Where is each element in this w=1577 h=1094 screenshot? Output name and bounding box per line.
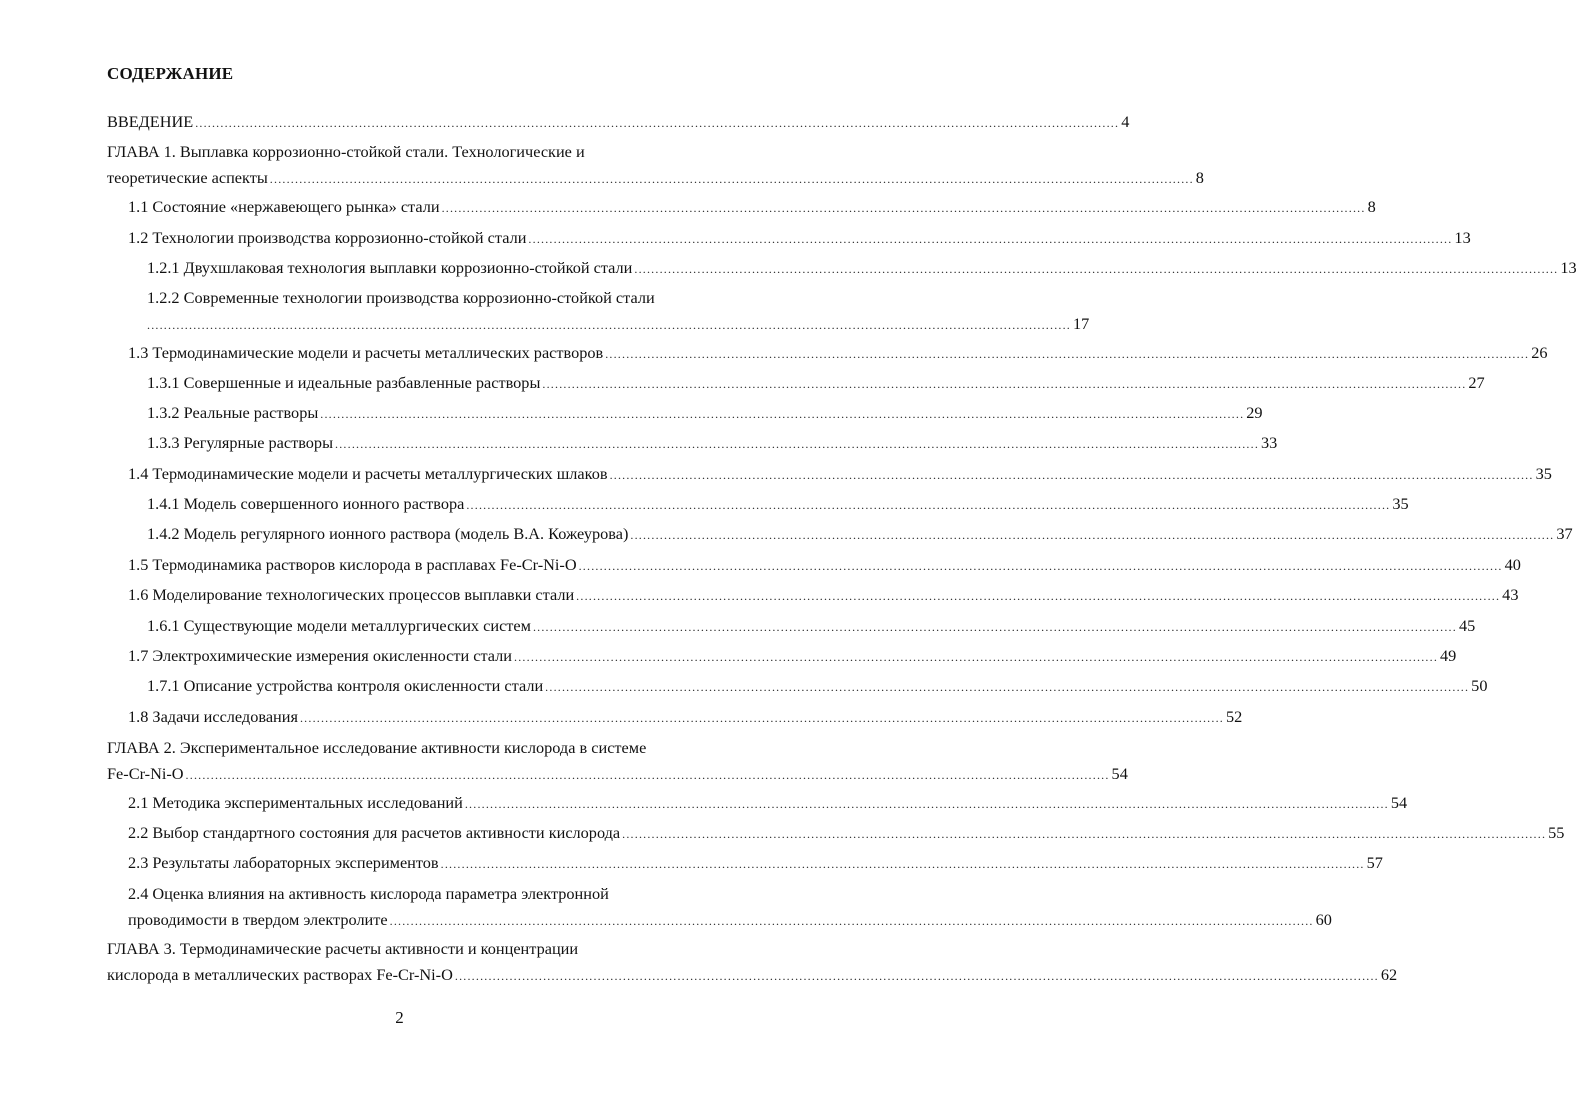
toc-entry-1-3-1[interactable] [147, 373, 1485, 394]
dot-leader: ............................................................................................................................................................................................................................ [320, 407, 1245, 421]
toc-entry-label: 2.2 Выбор стандартного состояния для расчетов активности кислорода [128, 823, 621, 842]
toc-entry-2-3[interactable] [128, 853, 1383, 874]
toc-entry-label: 1.2.1 Двухшлаковая технология выплавки коррозионно-стойкой стали [147, 258, 633, 277]
toc-entry-page: 13 [1454, 228, 1471, 247]
toc-entry-1-5[interactable] [128, 555, 1521, 576]
toc-entry-label: 1.6 Моделирование технологических процессов выплавки стали [128, 585, 575, 604]
dot-leader: ............................................................................................................................................................................................................................ [389, 914, 1314, 928]
toc-entry-page: 55 [1548, 823, 1565, 842]
dot-leader: ............................................................................................................................................................................................................................ [441, 201, 1366, 215]
dot-leader: ............................................................................................................................................................................................................................ [605, 347, 1530, 361]
dot-leader: ............................................................................................................................................................................................................................ [576, 589, 1501, 603]
toc-entry-chapter-3[interactable] [107, 939, 1398, 986]
toc-entry-label: 1.4.2 Модель регулярного ионного раствора (модель В.А. Кожеурова) [147, 524, 629, 543]
toc-entry-label: ГЛАВА 3. Термодинамические расчеты активности и концентрации [107, 939, 579, 958]
toc-entry-page: 57 [1366, 853, 1383, 872]
toc-entry-1-3-2[interactable] [147, 403, 1263, 424]
toc-entry-1-6-1[interactable] [147, 616, 1476, 637]
dot-leader: ............................................................................................................................................................................................................................ [634, 262, 1559, 276]
toc-entry-label: 1.3 Термодинамические модели и расчеты металлических растворов [128, 343, 604, 362]
dot-leader: ............................................................................................................................................................................................................................ [147, 318, 1071, 332]
toc-entry-1-7[interactable] [128, 646, 1457, 667]
toc-entry-label: 1.6.1 Существующие модели металлургических систем [147, 616, 531, 635]
toc-entry-label: ГЛАВА 1. Выплавка коррозионно-стойкой стали. Технологические и [107, 142, 585, 161]
dot-leader: ............................................................................................................................................................................................................................ [528, 232, 1453, 246]
toc-entry-label: 1.3.2 Реальные растворы [147, 403, 319, 422]
toc-entry-page: 54 [1111, 764, 1128, 783]
toc-entry-label: ВВЕДЕНИЕ [107, 112, 194, 131]
toc-entry-page: 35 [1535, 464, 1552, 483]
toc-title: СОДЕРЖАНИЕ [107, 64, 234, 83]
toc-entry-page: 8 [1367, 197, 1376, 216]
toc-entry-label: 2.3 Результаты лабораторных экспериментов [128, 853, 439, 872]
toc-entry-page: 26 [1531, 343, 1548, 362]
toc-entry-label: 1.4 Термодинамические модели и расчеты металлургических шлаков [128, 464, 608, 483]
toc-entry-page: 60 [1315, 910, 1332, 929]
dot-leader: ............................................................................................................................................................................................................................ [466, 498, 1391, 512]
toc-entry-1-3-3[interactable] [147, 433, 1278, 454]
toc-entry-page: 40 [1504, 555, 1521, 574]
toc-entry-1-6[interactable] [128, 585, 1519, 606]
toc-entry-page: 37 [1556, 524, 1573, 543]
toc-entry-page: 50 [1471, 676, 1488, 695]
toc-entry-page: 45 [1458, 616, 1476, 635]
toc-entry-1-1[interactable] [128, 197, 1376, 218]
toc-entry-1-4[interactable] [128, 464, 1552, 485]
toc-entry-label: 1.4.1 Модель совершенного ионного раствора [147, 494, 465, 513]
toc-entry-page: 27 [1468, 373, 1485, 392]
toc-entry-label: 1.2.2 Современные технологии производства коррозионно-стойкой стали [147, 288, 655, 307]
toc-entry-page: 52 [1225, 707, 1243, 726]
toc-entry-label: 1.8 Задачи исследования [128, 707, 298, 726]
toc-entry-1-2-1[interactable] [147, 258, 1577, 279]
dot-leader: ............................................................................................................................................................................................................................ [195, 116, 1120, 130]
toc-entry-1-4-1[interactable] [147, 494, 1409, 515]
dot-leader: ............................................................................................................................................................................................................................ [440, 857, 1365, 871]
dot-leader: ............................................................................................................................................................................................................................ [609, 468, 1534, 482]
page-number: 2 [395, 1008, 404, 1027]
toc-entry-page: 8 [1195, 168, 1204, 187]
toc-entry-page: 54 [1390, 793, 1408, 812]
toc-entry-page: 17 [1073, 314, 1090, 333]
toc-entry-1-7-1[interactable] [147, 676, 1488, 697]
toc-entry-page: 13 [1560, 258, 1577, 277]
toc-entry-label: 1.7 Электрохимические измерения окисленности стали [128, 646, 513, 665]
toc-entry-label: 1.5 Термодинамика растворов кислорода в расплавах Fe-Cr-Ni-O [128, 555, 577, 574]
toc-entry-label-cont: Fe-Cr-Ni-O [107, 764, 184, 783]
toc-entry-label-cont: теоретические аспекты [107, 168, 268, 187]
toc-entry-label-cont: кислорода в металлических растворах Fe-Cr-Ni-O [107, 965, 453, 984]
toc-entry-label: 2.1 Методика экспериментальных исследований [128, 793, 463, 812]
dot-leader: ............................................................................................................................................................................................................................ [464, 797, 1389, 811]
toc-entry-page: 62 [1380, 965, 1398, 984]
toc-entry-2-4[interactable] [128, 884, 1332, 931]
toc-entry-page: 29 [1246, 403, 1263, 422]
toc-entry-page: 49 [1440, 646, 1457, 665]
toc-entry-1-4-2[interactable] [147, 524, 1573, 545]
dot-leader: ............................................................................................................................................................................................................................ [578, 559, 1503, 573]
toc-entry-label: 1.7.1 Описание устройства контроля окисленности стали [147, 676, 544, 695]
toc-entry-1-2-2[interactable] [147, 288, 1090, 335]
toc-entry-1-2[interactable] [128, 228, 1471, 249]
toc-entry-label: 1.1 Состояние «нержавеющего рынка» стали [128, 197, 440, 216]
toc-entry-2-1[interactable] [128, 793, 1408, 814]
dot-leader: ............................................................................................................................................................................................................................ [545, 680, 1470, 694]
toc-entry-intro[interactable] [107, 112, 1130, 133]
toc-entry-page: 35 [1392, 494, 1409, 513]
dot-leader: ............................................................................................................................................................................................................................ [542, 377, 1467, 391]
toc-entry-1-8[interactable] [128, 707, 1243, 728]
dot-leader: ............................................................................................................................................................................................................................ [335, 437, 1260, 451]
dot-leader: ............................................................................................................................................................................................................................ [532, 620, 1457, 634]
toc-entry-label: 2.4 Оценка влияния на активность кислорода параметра электронной [128, 884, 609, 903]
dot-leader: ............................................................................................................................................................................................................................ [630, 528, 1555, 542]
dot-leader: ............................................................................................................................................................................................................................ [269, 172, 1194, 186]
toc-entry-chapter-1[interactable] [107, 142, 1204, 189]
toc-entry-label: ГЛАВА 2. Экспериментальное исследование активности кислорода в системе [107, 738, 647, 757]
toc-entry-label: 1.3.1 Совершенные и идеальные разбавленные растворы [147, 373, 541, 392]
toc-entry-chapter-2[interactable] [107, 738, 1128, 785]
dot-leader: ............................................................................................................................................................................................................................ [622, 827, 1547, 841]
dot-leader: ............................................................................................................................................................................................................................ [454, 969, 1379, 983]
toc-entry-1-3[interactable] [128, 343, 1548, 364]
toc-entry-2-2[interactable] [128, 823, 1565, 844]
toc-entry-page: 4 [1121, 112, 1130, 131]
toc-entry-page: 43 [1502, 585, 1519, 604]
toc-entry-label: 1.3.3 Регулярные растворы [147, 433, 334, 452]
dot-leader: ............................................................................................................................................................................................................................ [514, 650, 1439, 664]
toc-entry-page: 33 [1261, 433, 1278, 452]
toc-entry-label-cont: проводимости в твердом электролите [128, 910, 388, 929]
dot-leader: ............................................................................................................................................................................................................................ [299, 711, 1224, 725]
toc-entry-label: 1.2 Технологии производства коррозионно-стойкой стали [128, 228, 527, 247]
dot-leader: ............................................................................................................................................................................................................................ [185, 768, 1110, 782]
